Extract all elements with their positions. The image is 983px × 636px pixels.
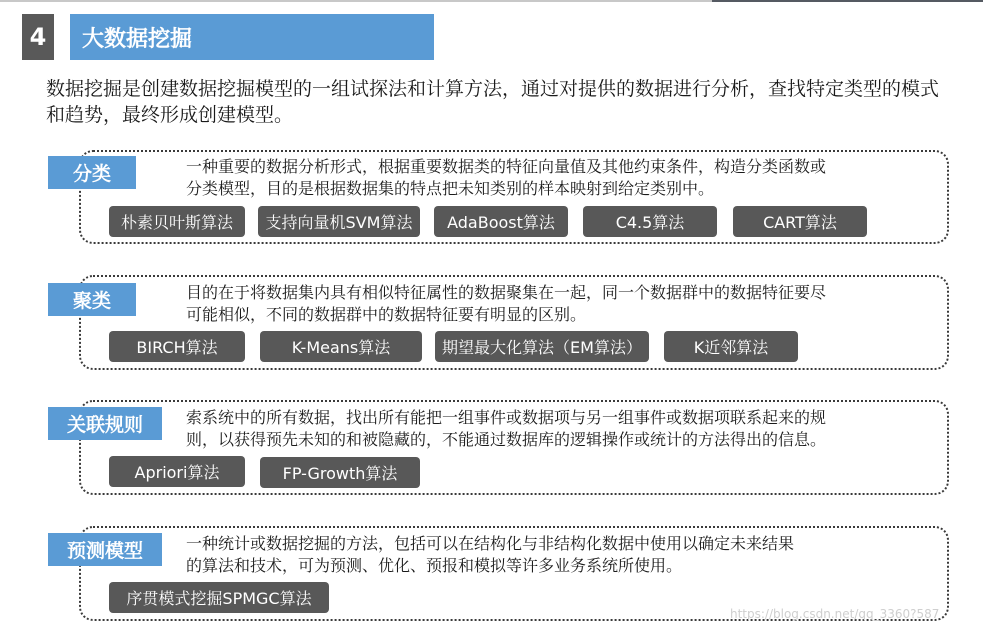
- desc-line: 索系统中的所有数据，找出所有能把一组事件或数据项与另一组事件或数据项联系起来的规: [186, 408, 827, 427]
- top-divider: [0, 0, 712, 2]
- desc-classification: [186, 156, 926, 200]
- algo-adaboost: AdaBoost算法: [434, 206, 568, 237]
- slide-title: 大数据挖掘: [70, 14, 434, 60]
- algo-em: 期望最大化算法（EM算法）: [435, 331, 649, 362]
- desc-clustering: [186, 282, 926, 326]
- desc-line: 目的在于将数据集内具有相似特征属性的数据聚集在一起，同一个数据群中的数据特征要尽: [186, 283, 827, 302]
- desc-line: 的算法和技术，可为预测、优化、预报和模拟等许多业务系统所使用。: [186, 556, 683, 575]
- algo-birch: BIRCH算法: [109, 331, 245, 362]
- algo-c45: C4.5算法: [583, 206, 717, 237]
- desc-line: 可能相似，不同的数据群中的数据特征要有明显的区别。: [186, 305, 587, 324]
- algo-naive-bayes: 朴素贝叶斯算法: [109, 206, 245, 237]
- desc-prediction: [186, 533, 926, 577]
- algo-cart: CART算法: [733, 206, 867, 237]
- algo-apriori: Apriori算法: [109, 456, 245, 487]
- tag-clustering: 聚类: [48, 283, 136, 316]
- intro-paragraph: 数据挖掘是创建数据挖掘模型的一组试探法和计算方法，通过对提供的数据进行分析，查找特定类型的模式和趋势，最终形成创建模型。: [46, 78, 940, 126]
- algo-knn: K近邻算法: [664, 331, 798, 362]
- tag-classification: 分类: [48, 156, 136, 189]
- watermark: https://blog.csdn.net/qq_3360?587: [730, 607, 940, 621]
- algo-spmgc: 序贯模式挖掘SPMGC算法: [109, 582, 329, 613]
- desc-line: 一种统计或数据挖掘的方法，包括可以在结构化与非结构化数据中使用以确定未来结果: [186, 534, 795, 553]
- desc-association: [186, 407, 926, 451]
- desc-line: 分类模型，目的是根据数据集的特点把未知类别的样本映射到给定类别中。: [186, 179, 715, 198]
- desc-line: 一种重要的数据分析形式，根据重要数据类的特征向量值及其他约束条件，构造分类函数或: [186, 157, 827, 176]
- tag-prediction: 预测模型: [48, 533, 162, 566]
- algo-svm: 支持向量机SVM算法: [258, 206, 420, 237]
- algo-fp-growth: FP-Growth算法: [260, 457, 420, 488]
- section-number-badge: 4: [22, 14, 54, 60]
- algo-kmeans: K-Means算法: [260, 331, 422, 362]
- top-divider-dark: [712, 0, 983, 2]
- desc-line: 则，以获得预先未知的和被隐藏的，不能通过数据库的逻辑操作或统计的方法得出的信息。: [186, 430, 827, 449]
- tag-association: 关联规则: [48, 407, 162, 440]
